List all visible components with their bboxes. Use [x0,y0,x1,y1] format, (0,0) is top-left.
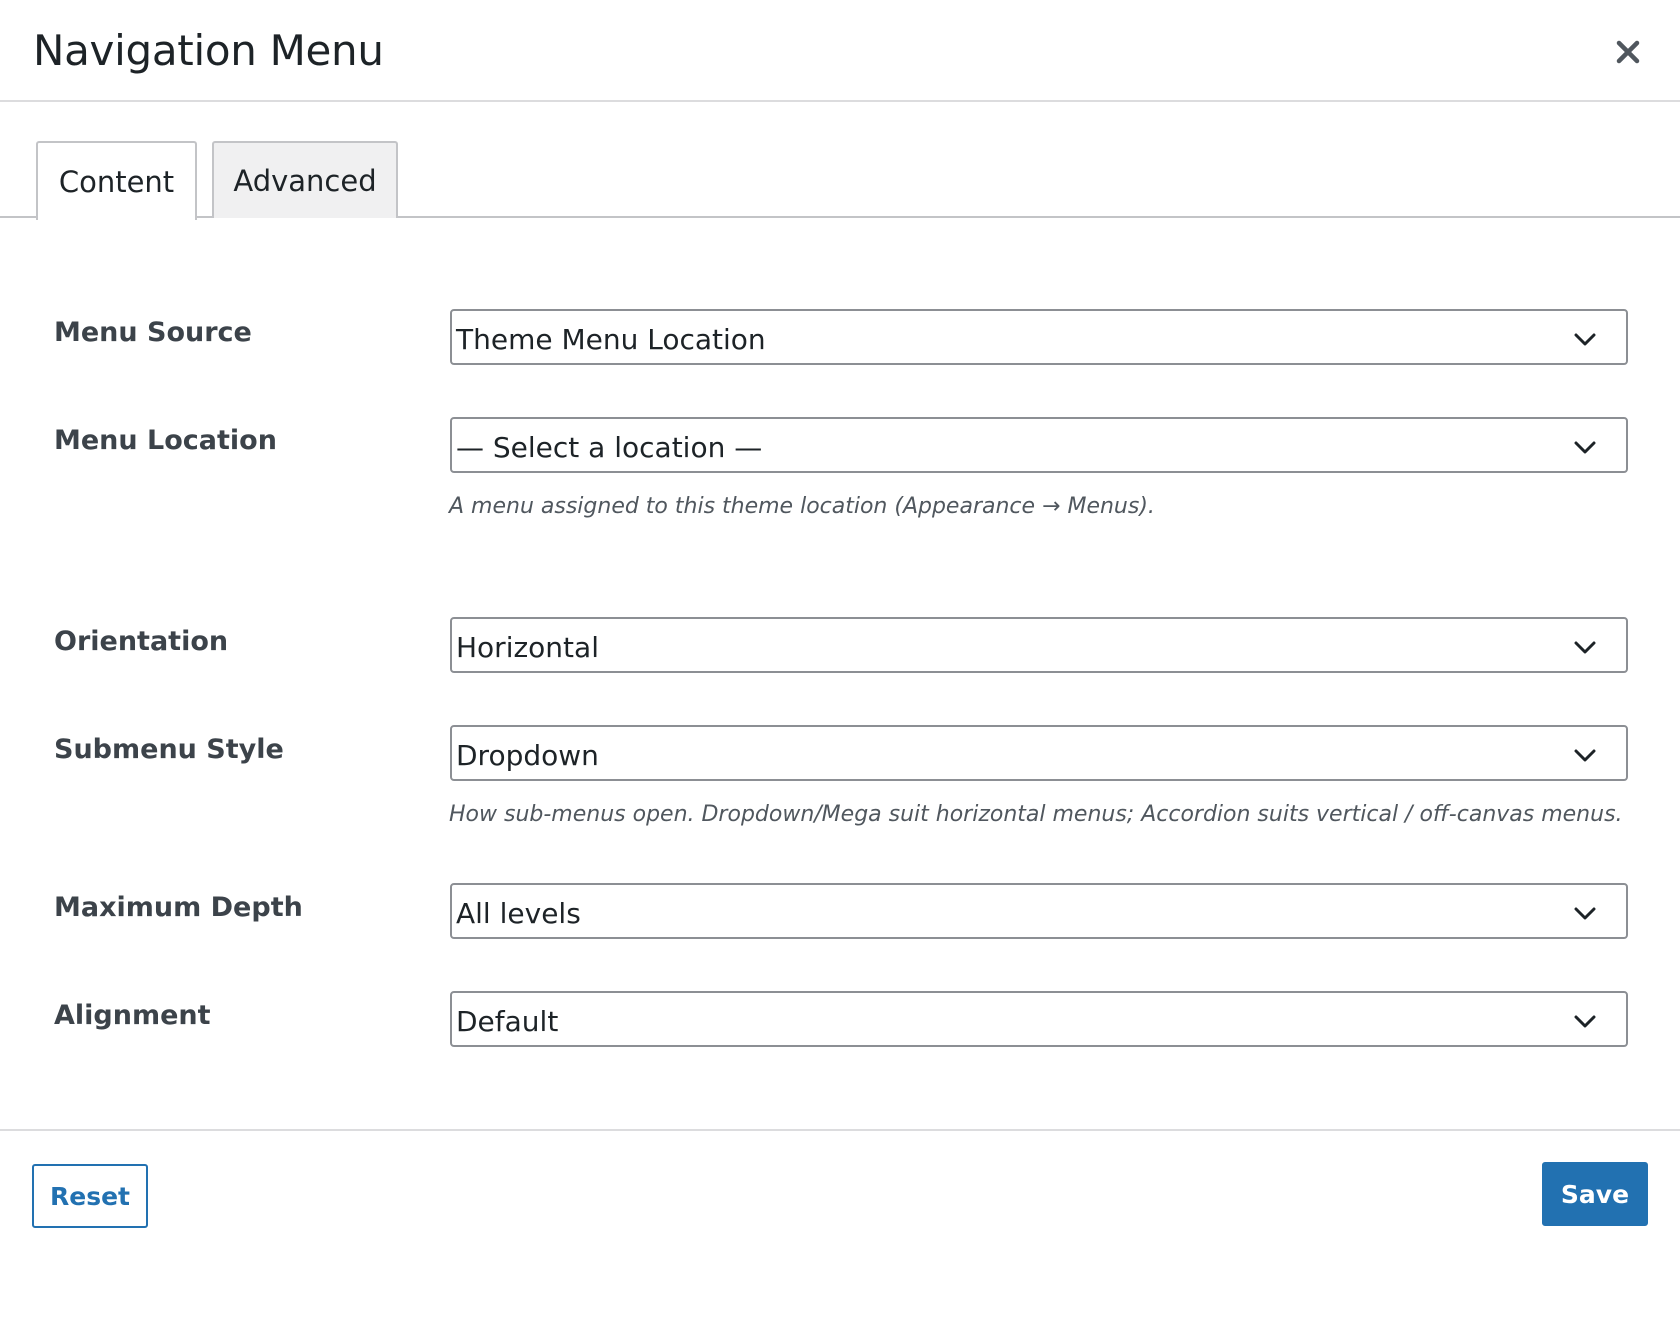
orientation-label: Orientation [54,626,229,657]
reset-button[interactable]: Reset [32,1164,148,1228]
menu-source-label: Menu Source [54,317,252,348]
menu-source-value: Theme Menu Location [456,323,766,356]
menu-location-value: — Select a location — [456,431,763,464]
dialog-footer [0,1129,1680,1320]
save-button[interactable]: Save [1542,1162,1648,1226]
chevron-down-icon [1574,436,1596,458]
chevron-down-icon [1574,902,1596,924]
maximum-depth-select[interactable] [450,883,1628,939]
submenu-style-value: Dropdown [456,739,599,772]
chevron-down-icon [1574,328,1596,350]
menu-source-select[interactable] [450,309,1628,365]
alignment-value: Default [456,1005,559,1038]
tab-content[interactable]: Content [36,141,197,220]
tab-advanced[interactable]: Advanced [212,141,398,218]
menu-location-select[interactable] [450,417,1628,473]
maximum-depth-label: Maximum Depth [54,892,303,923]
submenu-style-select[interactable] [450,725,1628,781]
menu-location-label: Menu Location [54,425,277,456]
submenu-style-label: Submenu Style [54,734,284,765]
close-icon [1615,39,1641,65]
maximum-depth-value: All levels [456,897,581,930]
menu-location-help: A menu assigned to this theme location (Appearance → Menus). [449,494,1155,519]
alignment-select[interactable] [450,991,1628,1047]
chevron-down-icon [1574,1010,1596,1032]
chevron-down-icon [1574,636,1596,658]
submenu-style-help: How sub-menus open. Dropdown/Mega suit horizontal menus; Accordion suits vertical / off-canvas menus. [449,802,1623,827]
close-button[interactable] [1606,30,1650,74]
orientation-value: Horizontal [456,631,599,664]
tab-bar [0,141,1680,218]
dialog-title: Navigation Menu [33,26,384,75]
orientation-select[interactable] [450,617,1628,673]
dialog-header [0,0,1680,102]
alignment-label: Alignment [54,1000,211,1031]
chevron-down-icon [1574,744,1596,766]
